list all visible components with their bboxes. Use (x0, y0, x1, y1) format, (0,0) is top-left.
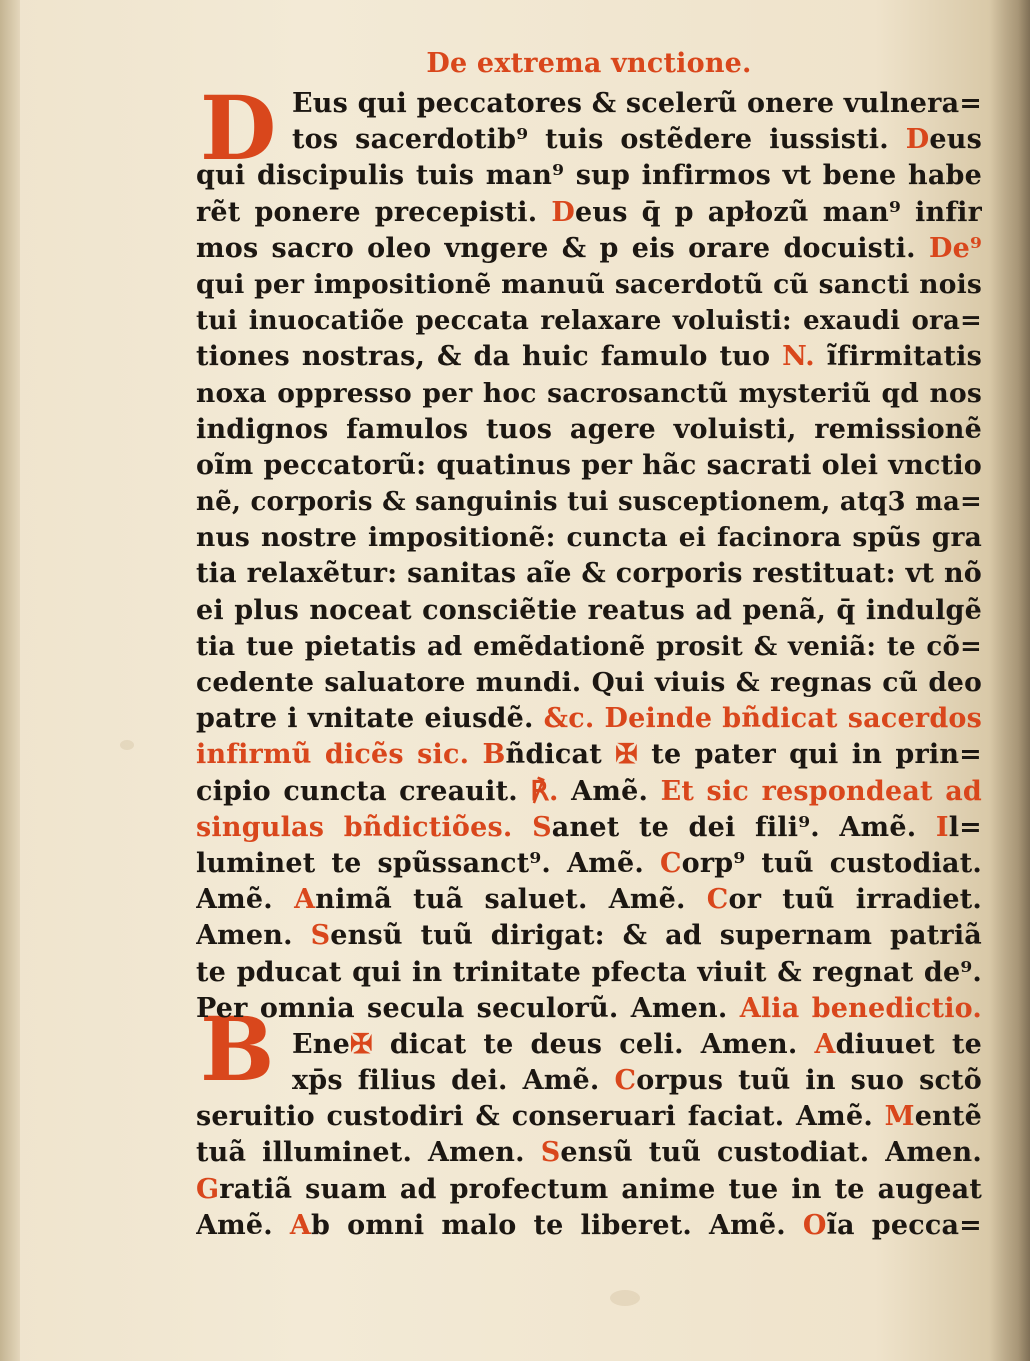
text-line (196, 918, 982, 954)
text-line (196, 339, 982, 375)
text-line (196, 1063, 982, 1099)
text-line (196, 737, 982, 773)
text-line (196, 448, 982, 484)
text-line (196, 665, 982, 701)
text-line (196, 1027, 982, 1063)
text-line (196, 520, 982, 556)
body-text: patre i vnitate eiusdẽ. (196, 703, 544, 735)
text-line (196, 1135, 982, 1171)
text-line (196, 303, 982, 339)
text-line (196, 556, 982, 592)
text-line (196, 122, 982, 158)
body-text: ei plus noceat consciẽtie reatus ad penã, q̄ indulgẽ (196, 594, 982, 626)
rubric-text: C (706, 884, 729, 916)
text-line (196, 846, 982, 882)
rubric-text: A (294, 884, 316, 916)
rubric-text: D (905, 124, 930, 156)
text-line (196, 593, 982, 629)
rubric-text: M (884, 1101, 915, 1133)
body-text: ensũ tuũ custodiat. Amen. (560, 1137, 982, 1169)
body-text: te pater qui in prin= (638, 739, 982, 771)
body-text: ĩfirmitatis (814, 341, 982, 373)
body-text: luminet te spũssanct⁹. Amẽ. (196, 847, 660, 879)
body-text: Amẽ. (196, 884, 295, 916)
text-line (196, 267, 982, 303)
body-text: Ene (292, 1028, 350, 1060)
body-text: tia tue pietatis ad emẽdationẽ prosit & veniã: te cõ= (196, 631, 982, 662)
text-lines (196, 76, 982, 1244)
body-text: entẽ (914, 1101, 982, 1133)
rubric-text: Alia benedictio. (739, 992, 982, 1024)
body-text: qui per impositionẽ manuũ sacerdotũ cũ sancti nois (196, 268, 982, 300)
rubric-text: O (802, 1209, 827, 1241)
text-line (196, 810, 982, 846)
text-line (196, 412, 982, 448)
body-text: ratiã suam ad profectum anime tue in te augeat (219, 1173, 982, 1205)
body-text: eus q̄ p apłozũ man⁹ infir (574, 196, 982, 228)
text-line (196, 882, 982, 918)
rubric-text: infirmũ dicẽs sic. (196, 739, 483, 771)
rubric-text: A (814, 1028, 836, 1060)
body-text: oĩm peccatorũ: quatinus per hãc sacrati olei vnctio (196, 449, 982, 481)
text-line (196, 1099, 982, 1135)
rubric-text: C (614, 1065, 637, 1097)
text-line (196, 231, 982, 267)
rubric-text: Et sic respondeat ad (660, 775, 982, 807)
body-text: qui discipulis tuis man⁹ sup infirmos vt bene habe (196, 160, 982, 192)
body-text: ĩa pecca= (826, 1209, 982, 1241)
text-line (196, 701, 982, 737)
body-text: orpus tuũ in suo sctõ (636, 1065, 982, 1097)
text-line (196, 376, 982, 412)
body-text: te pducat qui in trinitate pfecta viuit & regnat de⁹. (196, 956, 982, 988)
text-line (196, 158, 982, 194)
drop-initial-b: B (200, 997, 275, 1101)
body-text: Amen. (196, 920, 311, 952)
drop-initial-d: D (200, 76, 277, 180)
text-line (196, 1208, 982, 1244)
text-line (196, 1172, 982, 1208)
body-text: tiones nostras, & da huic famulo tuo (196, 341, 783, 373)
rubric-text: N. (782, 341, 815, 373)
body-text: Amẽ. (558, 775, 661, 807)
body-text: anet te dei fili⁹. Amẽ. (551, 811, 936, 843)
text-line (196, 629, 982, 665)
body-text: tos sacerdotib⁹ tuis ostẽdere iussisti. (292, 124, 906, 156)
body-text: indignos famulos tuos agere voluisti, remissionẽ (196, 413, 982, 445)
rubric-text: D (551, 196, 575, 228)
rubric-text: ℟. (530, 775, 559, 807)
body-text: tia relaxẽtur: sanitas aĩe & corporis restituat: vt nõ (196, 558, 982, 590)
rubric-text: I (935, 811, 949, 843)
body-text: eus (929, 124, 982, 156)
body-text: mos sacro oleo vngere & p eis orare docuisti. (196, 232, 929, 264)
body-text: seruitio custodiri & conseruari faciat. Amẽ. (196, 1101, 885, 1133)
body-text: xp̄s filius dei. Amẽ. (292, 1065, 615, 1097)
rubric-text: ✠ (350, 1028, 373, 1060)
body-text: cipio cuncta creauit. (196, 775, 531, 807)
page-heading: De extrema vnctione. (426, 48, 752, 79)
rubric-text: S (310, 920, 331, 952)
body-text: ensũ tuũ dirigat: & ad supernam patriã (330, 920, 982, 952)
foxing-spot (610, 1290, 640, 1306)
body-text: Per omnia secula seculorũ. Amen. (196, 992, 740, 1024)
body-text: cedente saluatore mundi. Qui viuis & regnas cũ deo (196, 667, 982, 698)
body-text: tui inuocatiõe peccata relaxare voluisti: exaudi ora= (196, 306, 982, 337)
foxing-spot (120, 740, 134, 750)
book-gutter (0, 0, 20, 1361)
text-line (196, 991, 982, 1027)
page-edge-shadow (990, 0, 1030, 1361)
rubric-text: &c. Deinde bñdicat sacerdos (543, 703, 982, 735)
text-column (196, 44, 982, 1244)
body-text: rẽt ponere precepisti. (196, 196, 552, 228)
rubric-text: A (289, 1209, 312, 1241)
body-text: ñdicat (505, 739, 616, 771)
rubric-text: singulas bñdictiões. (196, 811, 533, 843)
rubric-text: G (196, 1173, 220, 1205)
body-text: b omni malo te liberet. Amẽ. (311, 1209, 803, 1241)
text-line (196, 955, 982, 991)
body-text: orp⁹ tuũ custodiat. (681, 847, 982, 879)
body-text: Eus qui peccatores & scelerũ onere vulnera= (292, 88, 982, 119)
body-text: or tuũ irradiet. (728, 884, 982, 916)
text-line (196, 484, 982, 520)
body-text: Amẽ. (196, 1209, 290, 1241)
body-text: nus nostre impositionẽ: cuncta ei facinora spũs gra (196, 522, 982, 554)
rubric-text: ✠ (615, 739, 638, 771)
rubric-text: De⁹ (928, 232, 982, 264)
rubric-text: S (532, 811, 552, 843)
rubric-text: S (540, 1137, 561, 1169)
body-text: dicat te deus celi. Amen. (372, 1028, 815, 1060)
text-line (196, 86, 982, 122)
text-line (196, 195, 982, 231)
body-text: l= (948, 811, 982, 843)
body-text: nẽ, corporis & sanguinis tui susceptionem, atq3 ma= (196, 487, 982, 518)
body-text: noxa oppresso per hoc sacrosanctũ mysteriũ qd nos (196, 377, 982, 409)
text-line (196, 774, 982, 810)
rubric-text: B (482, 739, 506, 771)
body-text: diuuet te (835, 1028, 982, 1060)
rubric-text: C (659, 847, 682, 879)
body-text: tuã illuminet. Amen. (196, 1137, 541, 1169)
body-text: nimã tuã saluet. Amẽ. (315, 884, 707, 916)
